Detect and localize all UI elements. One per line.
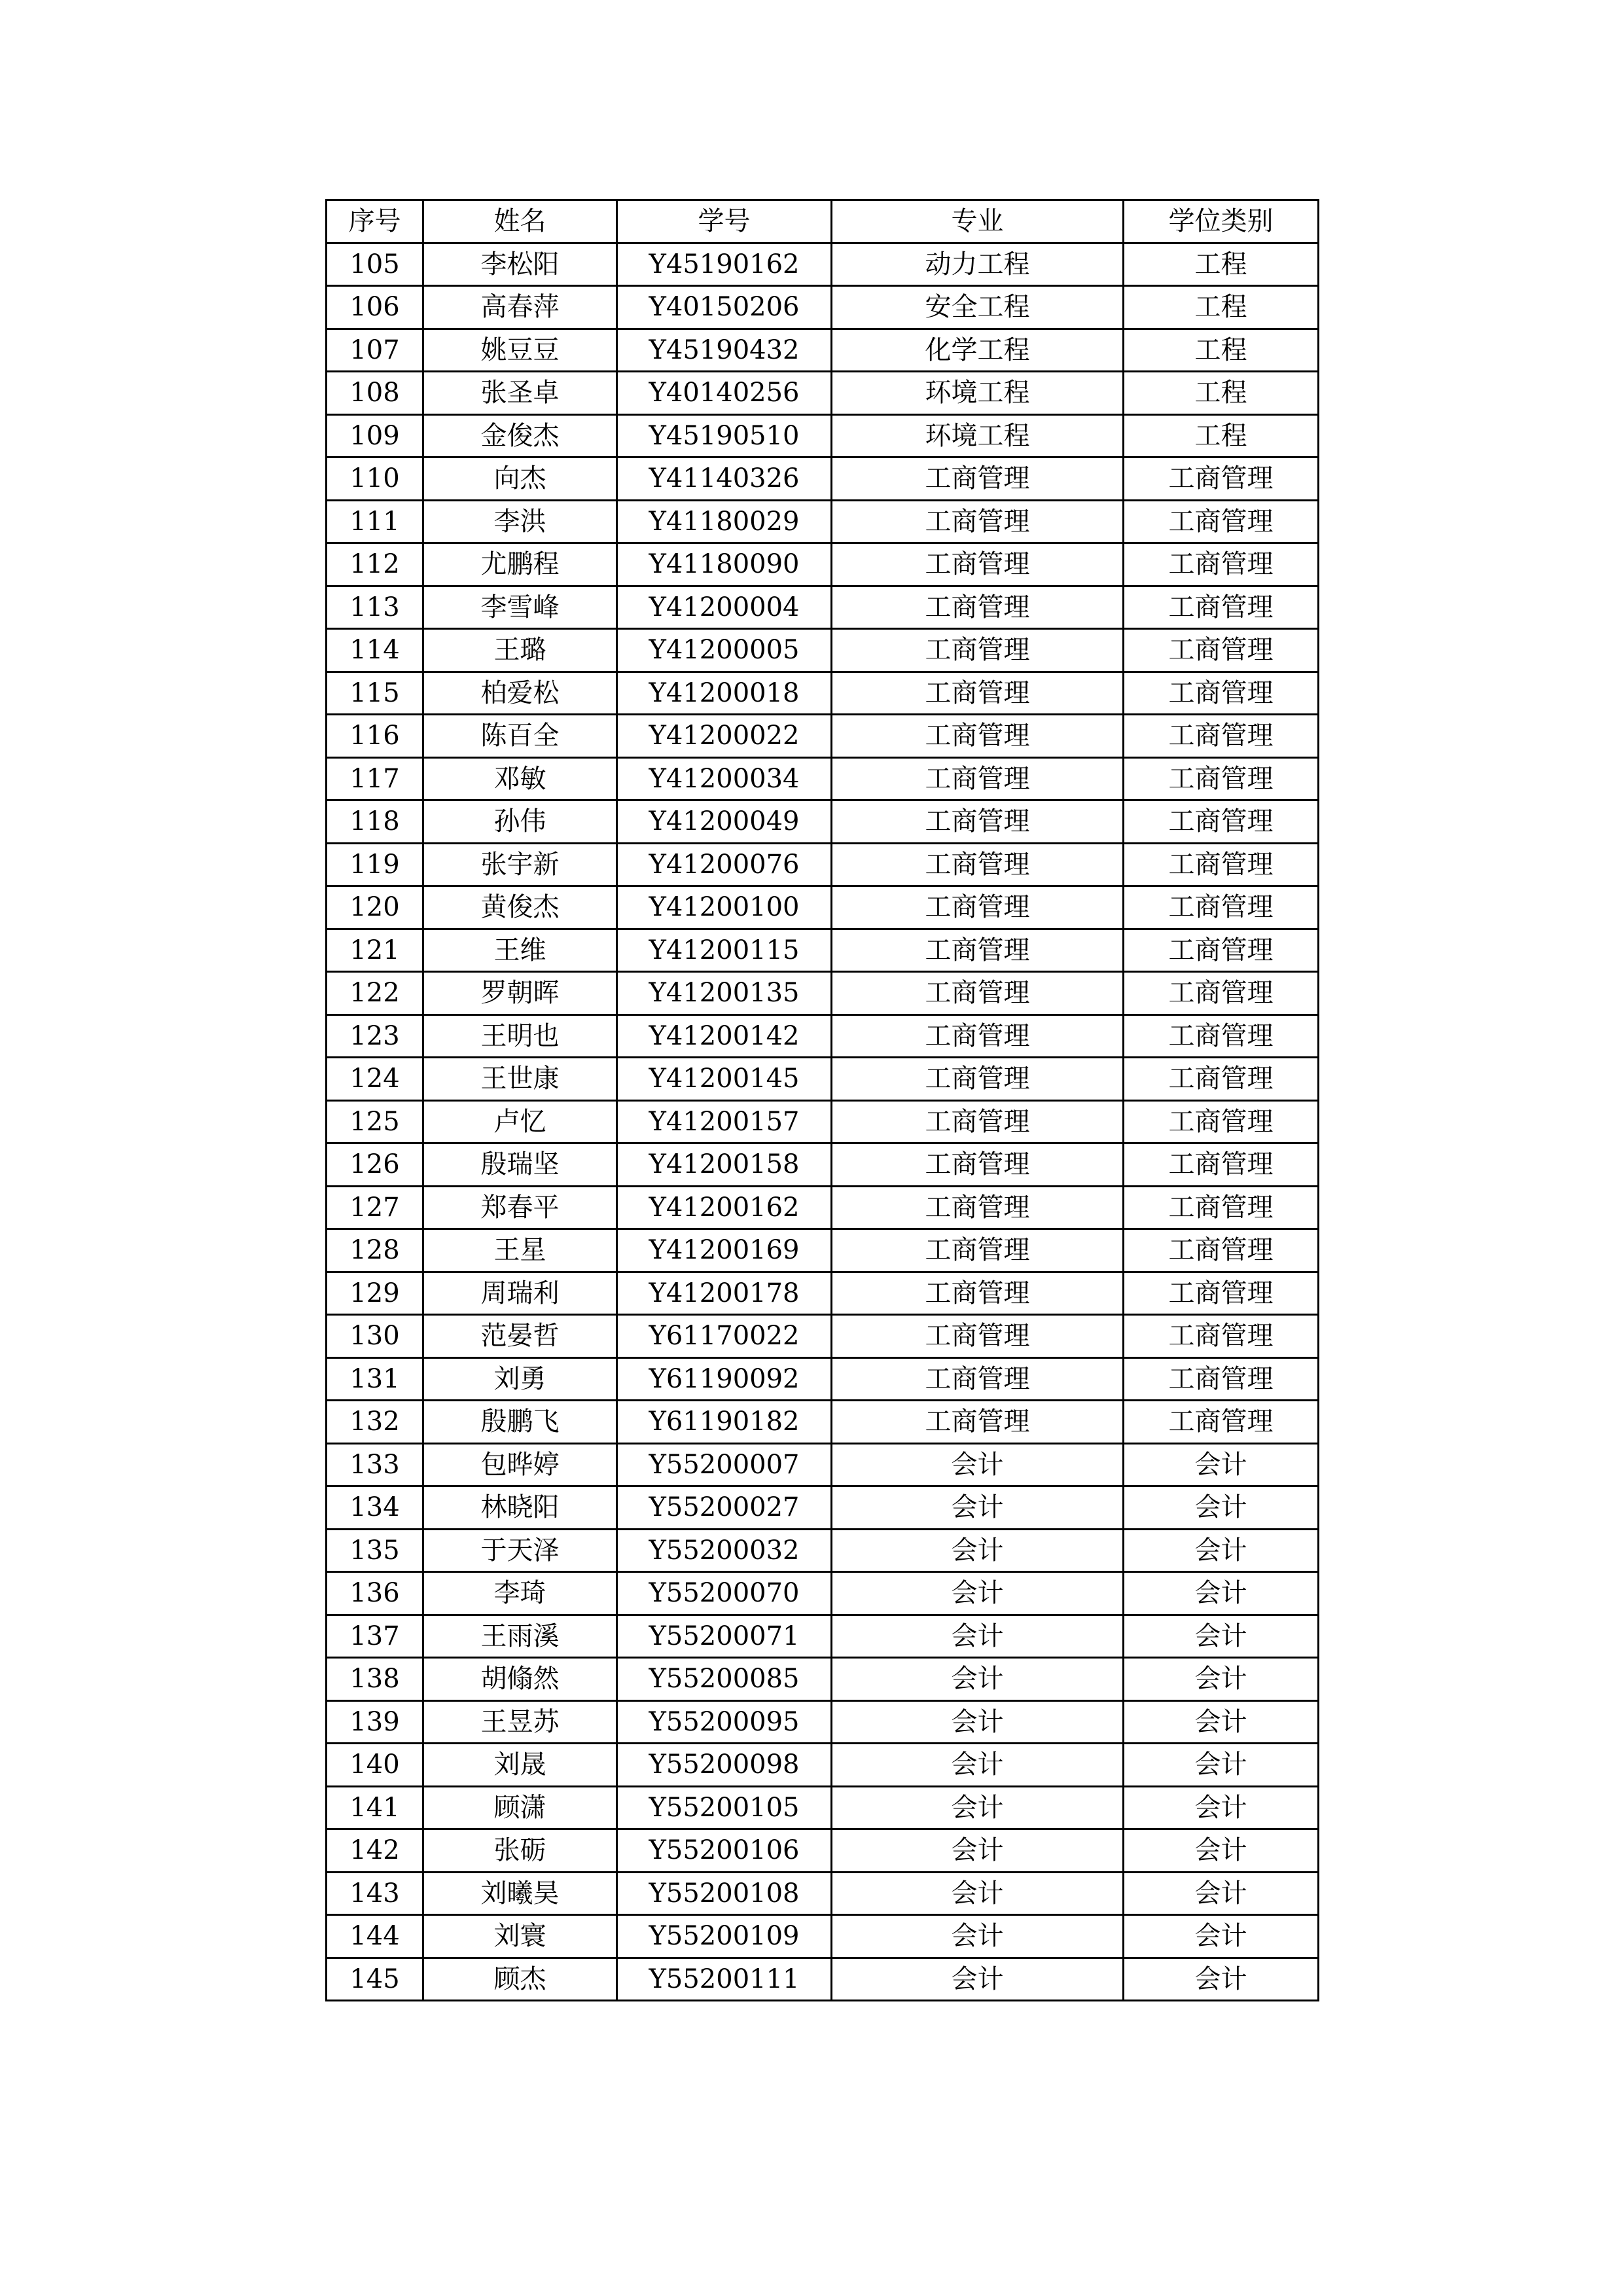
cell-student-id: Y40150206 [617, 286, 832, 329]
cell-student-id: Y41200157 [617, 1100, 832, 1143]
cell-name: 柏爱松 [423, 672, 617, 715]
table-row [327, 1100, 1319, 1143]
cell-serial-number: 120 [327, 886, 423, 929]
cell-major: 环境工程 [832, 372, 1124, 415]
cell-degree-category: 工程 [1124, 414, 1319, 457]
table-row [327, 1744, 1319, 1787]
cell-degree-category: 工商管理 [1124, 757, 1319, 800]
cell-name: 刘晟 [423, 1744, 617, 1787]
cell-student-id: Y55200095 [617, 1700, 832, 1744]
table-row [327, 1915, 1319, 1958]
cell-student-id: Y55200071 [617, 1615, 832, 1658]
table-row [327, 629, 1319, 672]
cell-name: 李洪 [423, 500, 617, 543]
cell-serial-number: 107 [327, 329, 423, 372]
cell-degree-category: 工商管理 [1124, 1315, 1319, 1358]
table-row [327, 543, 1319, 586]
cell-student-id: Y41200076 [617, 843, 832, 886]
cell-serial-number: 117 [327, 757, 423, 800]
table-row [327, 1315, 1319, 1358]
table-row [327, 414, 1319, 457]
cell-student-id: Y41180029 [617, 500, 832, 543]
cell-student-id: Y55200098 [617, 1744, 832, 1787]
cell-major: 工商管理 [832, 800, 1124, 844]
header-serial-number: 序号 [327, 200, 423, 243]
cell-degree-category: 工商管理 [1124, 586, 1319, 629]
cell-major: 工商管理 [832, 457, 1124, 501]
cell-student-id: Y41200004 [617, 586, 832, 629]
cell-student-id: Y55200106 [617, 1829, 832, 1873]
cell-name: 卢忆 [423, 1100, 617, 1143]
cell-degree-category: 工商管理 [1124, 1401, 1319, 1444]
cell-name: 王维 [423, 929, 617, 972]
table-row [327, 757, 1319, 800]
cell-serial-number: 114 [327, 629, 423, 672]
cell-student-id: Y55200027 [617, 1486, 832, 1530]
cell-degree-category: 工商管理 [1124, 500, 1319, 543]
table-row [327, 886, 1319, 929]
table-row [327, 1401, 1319, 1444]
cell-degree-category: 工程 [1124, 243, 1319, 286]
cell-name: 张圣卓 [423, 372, 617, 415]
table-row [327, 1357, 1319, 1401]
cell-name: 金俊杰 [423, 414, 617, 457]
cell-name: 向杰 [423, 457, 617, 501]
table-row [327, 1958, 1319, 2001]
cell-degree-category: 会计 [1124, 1872, 1319, 1915]
table-row [327, 800, 1319, 844]
table-row [327, 1443, 1319, 1486]
cell-serial-number: 105 [327, 243, 423, 286]
cell-name: 顾杰 [423, 1958, 617, 2001]
cell-degree-category: 会计 [1124, 1744, 1319, 1787]
cell-major: 工商管理 [832, 500, 1124, 543]
table-row [327, 1058, 1319, 1101]
table-row [327, 1658, 1319, 1701]
cell-student-id: Y55200109 [617, 1915, 832, 1958]
cell-student-id: Y55200105 [617, 1786, 832, 1829]
cell-degree-category: 工商管理 [1124, 1100, 1319, 1143]
cell-major: 工商管理 [832, 543, 1124, 586]
cell-name: 包晔婷 [423, 1443, 617, 1486]
cell-serial-number: 142 [327, 1829, 423, 1873]
cell-major: 工商管理 [832, 629, 1124, 672]
cell-student-id: Y55200007 [617, 1443, 832, 1486]
cell-serial-number: 145 [327, 1958, 423, 2001]
cell-serial-number: 112 [327, 543, 423, 586]
cell-degree-category: 工商管理 [1124, 929, 1319, 972]
cell-major: 工商管理 [832, 757, 1124, 800]
cell-degree-category: 工商管理 [1124, 1058, 1319, 1101]
cell-major: 工商管理 [832, 1186, 1124, 1229]
cell-degree-category: 会计 [1124, 1700, 1319, 1744]
cell-degree-category: 工商管理 [1124, 543, 1319, 586]
cell-major: 工商管理 [832, 715, 1124, 758]
cell-name: 李雪峰 [423, 586, 617, 629]
cell-name: 范晏哲 [423, 1315, 617, 1358]
table-row [327, 1186, 1319, 1229]
cell-student-id: Y45190432 [617, 329, 832, 372]
table-row [327, 843, 1319, 886]
cell-name: 刘寰 [423, 1915, 617, 1958]
cell-serial-number: 109 [327, 414, 423, 457]
table-row [327, 929, 1319, 972]
cell-name: 黄俊杰 [423, 886, 617, 929]
cell-name: 王世康 [423, 1058, 617, 1101]
cell-major: 会计 [832, 1786, 1124, 1829]
cell-name: 王昱苏 [423, 1700, 617, 1744]
cell-name: 尤鹏程 [423, 543, 617, 586]
cell-major: 工商管理 [832, 1014, 1124, 1058]
cell-name: 林晓阳 [423, 1486, 617, 1530]
table-row [327, 1872, 1319, 1915]
cell-major: 动力工程 [832, 243, 1124, 286]
cell-student-id: Y41200162 [617, 1186, 832, 1229]
cell-degree-category: 工商管理 [1124, 972, 1319, 1015]
cell-name: 殷鹏飞 [423, 1401, 617, 1444]
cell-student-id: Y55200032 [617, 1529, 832, 1572]
cell-name: 王璐 [423, 629, 617, 672]
cell-serial-number: 127 [327, 1186, 423, 1229]
cell-serial-number: 106 [327, 286, 423, 329]
cell-student-id: Y41200158 [617, 1143, 832, 1187]
cell-degree-category: 会计 [1124, 1615, 1319, 1658]
cell-name: 高春萍 [423, 286, 617, 329]
cell-major: 工商管理 [832, 1100, 1124, 1143]
cell-student-id: Y61190092 [617, 1357, 832, 1401]
cell-student-id: Y40140256 [617, 372, 832, 415]
cell-serial-number: 124 [327, 1058, 423, 1101]
cell-name: 姚豆豆 [423, 329, 617, 372]
cell-name: 胡翛然 [423, 1658, 617, 1701]
cell-major: 工商管理 [832, 1315, 1124, 1358]
header-student-id: 学号 [617, 200, 832, 243]
cell-serial-number: 140 [327, 1744, 423, 1787]
cell-degree-category: 会计 [1124, 1958, 1319, 2001]
cell-name: 孙伟 [423, 800, 617, 844]
cell-degree-category: 工商管理 [1124, 715, 1319, 758]
cell-serial-number: 144 [327, 1915, 423, 1958]
cell-major: 会计 [832, 1615, 1124, 1658]
cell-major: 工商管理 [832, 929, 1124, 972]
cell-degree-category: 工程 [1124, 329, 1319, 372]
cell-serial-number: 121 [327, 929, 423, 972]
cell-major: 化学工程 [832, 329, 1124, 372]
header-major: 专业 [832, 200, 1124, 243]
cell-serial-number: 125 [327, 1100, 423, 1143]
cell-major: 工商管理 [832, 672, 1124, 715]
cell-student-id: Y41200169 [617, 1229, 832, 1272]
cell-serial-number: 132 [327, 1401, 423, 1444]
cell-student-id: Y41140326 [617, 457, 832, 501]
cell-serial-number: 129 [327, 1272, 423, 1315]
cell-degree-category: 工商管理 [1124, 1272, 1319, 1315]
cell-student-id: Y55200108 [617, 1872, 832, 1915]
table-row [327, 1700, 1319, 1744]
cell-student-id: Y45190162 [617, 243, 832, 286]
cell-student-id: Y41200135 [617, 972, 832, 1015]
cell-serial-number: 119 [327, 843, 423, 886]
cell-degree-category: 会计 [1124, 1486, 1319, 1530]
cell-serial-number: 136 [327, 1572, 423, 1615]
cell-student-id: Y41200145 [617, 1058, 832, 1101]
cell-student-id: Y55200111 [617, 1958, 832, 2001]
cell-student-id: Y55200085 [617, 1658, 832, 1701]
table-row [327, 586, 1319, 629]
cell-student-id: Y41200115 [617, 929, 832, 972]
cell-name: 张宇新 [423, 843, 617, 886]
cell-serial-number: 113 [327, 586, 423, 629]
table-row [327, 243, 1319, 286]
table-row [327, 1486, 1319, 1530]
cell-major: 工商管理 [832, 843, 1124, 886]
table-row [327, 1529, 1319, 1572]
cell-degree-category: 工商管理 [1124, 886, 1319, 929]
table-row [327, 1615, 1319, 1658]
cell-major: 会计 [832, 1958, 1124, 2001]
table-row [327, 1829, 1319, 1873]
cell-major: 安全工程 [832, 286, 1124, 329]
cell-degree-category: 工商管理 [1124, 672, 1319, 715]
cell-serial-number: 128 [327, 1229, 423, 1272]
cell-serial-number: 108 [327, 372, 423, 415]
cell-degree-category: 会计 [1124, 1658, 1319, 1701]
cell-serial-number: 141 [327, 1786, 423, 1829]
cell-degree-category: 工程 [1124, 286, 1319, 329]
cell-major: 环境工程 [832, 414, 1124, 457]
table-row [327, 1143, 1319, 1187]
cell-serial-number: 111 [327, 500, 423, 543]
cell-student-id: Y61170022 [617, 1315, 832, 1358]
table-row [327, 1572, 1319, 1615]
cell-student-id: Y45190510 [617, 414, 832, 457]
cell-serial-number: 115 [327, 672, 423, 715]
cell-student-id: Y41200049 [617, 800, 832, 844]
cell-degree-category: 工商管理 [1124, 1229, 1319, 1272]
table-row [327, 1786, 1319, 1829]
cell-student-id: Y41200142 [617, 1014, 832, 1058]
cell-major: 会计 [832, 1658, 1124, 1701]
table-row [327, 500, 1319, 543]
cell-major: 工商管理 [832, 886, 1124, 929]
cell-name: 殷瑞坚 [423, 1143, 617, 1187]
cell-serial-number: 123 [327, 1014, 423, 1058]
cell-degree-category: 工商管理 [1124, 457, 1319, 501]
cell-serial-number: 130 [327, 1315, 423, 1358]
cell-student-id: Y41200100 [617, 886, 832, 929]
cell-major: 工商管理 [832, 972, 1124, 1015]
cell-name: 罗朝晖 [423, 972, 617, 1015]
cell-serial-number: 118 [327, 800, 423, 844]
cell-name: 王雨溪 [423, 1615, 617, 1658]
cell-student-id: Y55200070 [617, 1572, 832, 1615]
cell-major: 会计 [832, 1486, 1124, 1530]
cell-degree-category: 工商管理 [1124, 1357, 1319, 1401]
cell-degree-category: 工商管理 [1124, 800, 1319, 844]
cell-major: 会计 [832, 1572, 1124, 1615]
cell-major: 会计 [832, 1829, 1124, 1873]
cell-serial-number: 122 [327, 972, 423, 1015]
cell-serial-number: 137 [327, 1615, 423, 1658]
cell-name: 顾潇 [423, 1786, 617, 1829]
table-body [327, 243, 1319, 2001]
cell-name: 王明也 [423, 1014, 617, 1058]
cell-major: 会计 [832, 1915, 1124, 1958]
cell-major: 会计 [832, 1700, 1124, 1744]
cell-name: 刘勇 [423, 1357, 617, 1401]
table-row [327, 286, 1319, 329]
cell-name: 邓敏 [423, 757, 617, 800]
table-header-row [327, 200, 1319, 243]
cell-student-id: Y41200034 [617, 757, 832, 800]
table-row [327, 1014, 1319, 1058]
cell-major: 工商管理 [832, 1143, 1124, 1187]
cell-major: 会计 [832, 1443, 1124, 1486]
cell-name: 张砺 [423, 1829, 617, 1873]
cell-serial-number: 138 [327, 1658, 423, 1701]
cell-degree-category: 会计 [1124, 1915, 1319, 1958]
cell-major: 工商管理 [832, 1272, 1124, 1315]
cell-name: 刘曦昊 [423, 1872, 617, 1915]
cell-degree-category: 工商管理 [1124, 843, 1319, 886]
cell-student-id: Y41200005 [617, 629, 832, 672]
cell-degree-category: 会计 [1124, 1572, 1319, 1615]
cell-degree-category: 工商管理 [1124, 1186, 1319, 1229]
cell-name: 于天泽 [423, 1529, 617, 1572]
cell-major: 工商管理 [832, 1401, 1124, 1444]
table-row [327, 457, 1319, 501]
cell-name: 李琦 [423, 1572, 617, 1615]
cell-name: 王星 [423, 1229, 617, 1272]
cell-major: 会计 [832, 1872, 1124, 1915]
cell-major: 会计 [832, 1529, 1124, 1572]
cell-major: 工商管理 [832, 586, 1124, 629]
header-degree-category: 学位类别 [1124, 200, 1319, 243]
cell-serial-number: 133 [327, 1443, 423, 1486]
cell-degree-category: 会计 [1124, 1829, 1319, 1873]
cell-degree-category: 工程 [1124, 372, 1319, 415]
cell-degree-category: 工商管理 [1124, 629, 1319, 672]
cell-student-id: Y41180090 [617, 543, 832, 586]
cell-major: 工商管理 [832, 1058, 1124, 1101]
cell-serial-number: 131 [327, 1357, 423, 1401]
table-row [327, 972, 1319, 1015]
table-row [327, 1272, 1319, 1315]
cell-major: 工商管理 [832, 1229, 1124, 1272]
cell-major: 会计 [832, 1744, 1124, 1787]
cell-student-id: Y41200178 [617, 1272, 832, 1315]
cell-major: 工商管理 [832, 1357, 1124, 1401]
cell-serial-number: 139 [327, 1700, 423, 1744]
student-roster-table [325, 199, 1319, 2001]
cell-student-id: Y41200018 [617, 672, 832, 715]
cell-name: 李松阳 [423, 243, 617, 286]
table-row [327, 372, 1319, 415]
table-row [327, 1229, 1319, 1272]
cell-degree-category: 会计 [1124, 1443, 1319, 1486]
cell-serial-number: 110 [327, 457, 423, 501]
table-row [327, 672, 1319, 715]
table-row [327, 329, 1319, 372]
cell-name: 周瑞利 [423, 1272, 617, 1315]
cell-name: 郑春平 [423, 1186, 617, 1229]
cell-serial-number: 143 [327, 1872, 423, 1915]
cell-student-id: Y41200022 [617, 715, 832, 758]
cell-serial-number: 134 [327, 1486, 423, 1530]
cell-serial-number: 126 [327, 1143, 423, 1187]
cell-name: 陈百全 [423, 715, 617, 758]
cell-degree-category: 工商管理 [1124, 1143, 1319, 1187]
header-name: 姓名 [423, 200, 617, 243]
cell-degree-category: 工商管理 [1124, 1014, 1319, 1058]
table-row [327, 715, 1319, 758]
cell-degree-category: 会计 [1124, 1786, 1319, 1829]
cell-student-id: Y61190182 [617, 1401, 832, 1444]
cell-serial-number: 116 [327, 715, 423, 758]
cell-degree-category: 会计 [1124, 1529, 1319, 1572]
cell-serial-number: 135 [327, 1529, 423, 1572]
